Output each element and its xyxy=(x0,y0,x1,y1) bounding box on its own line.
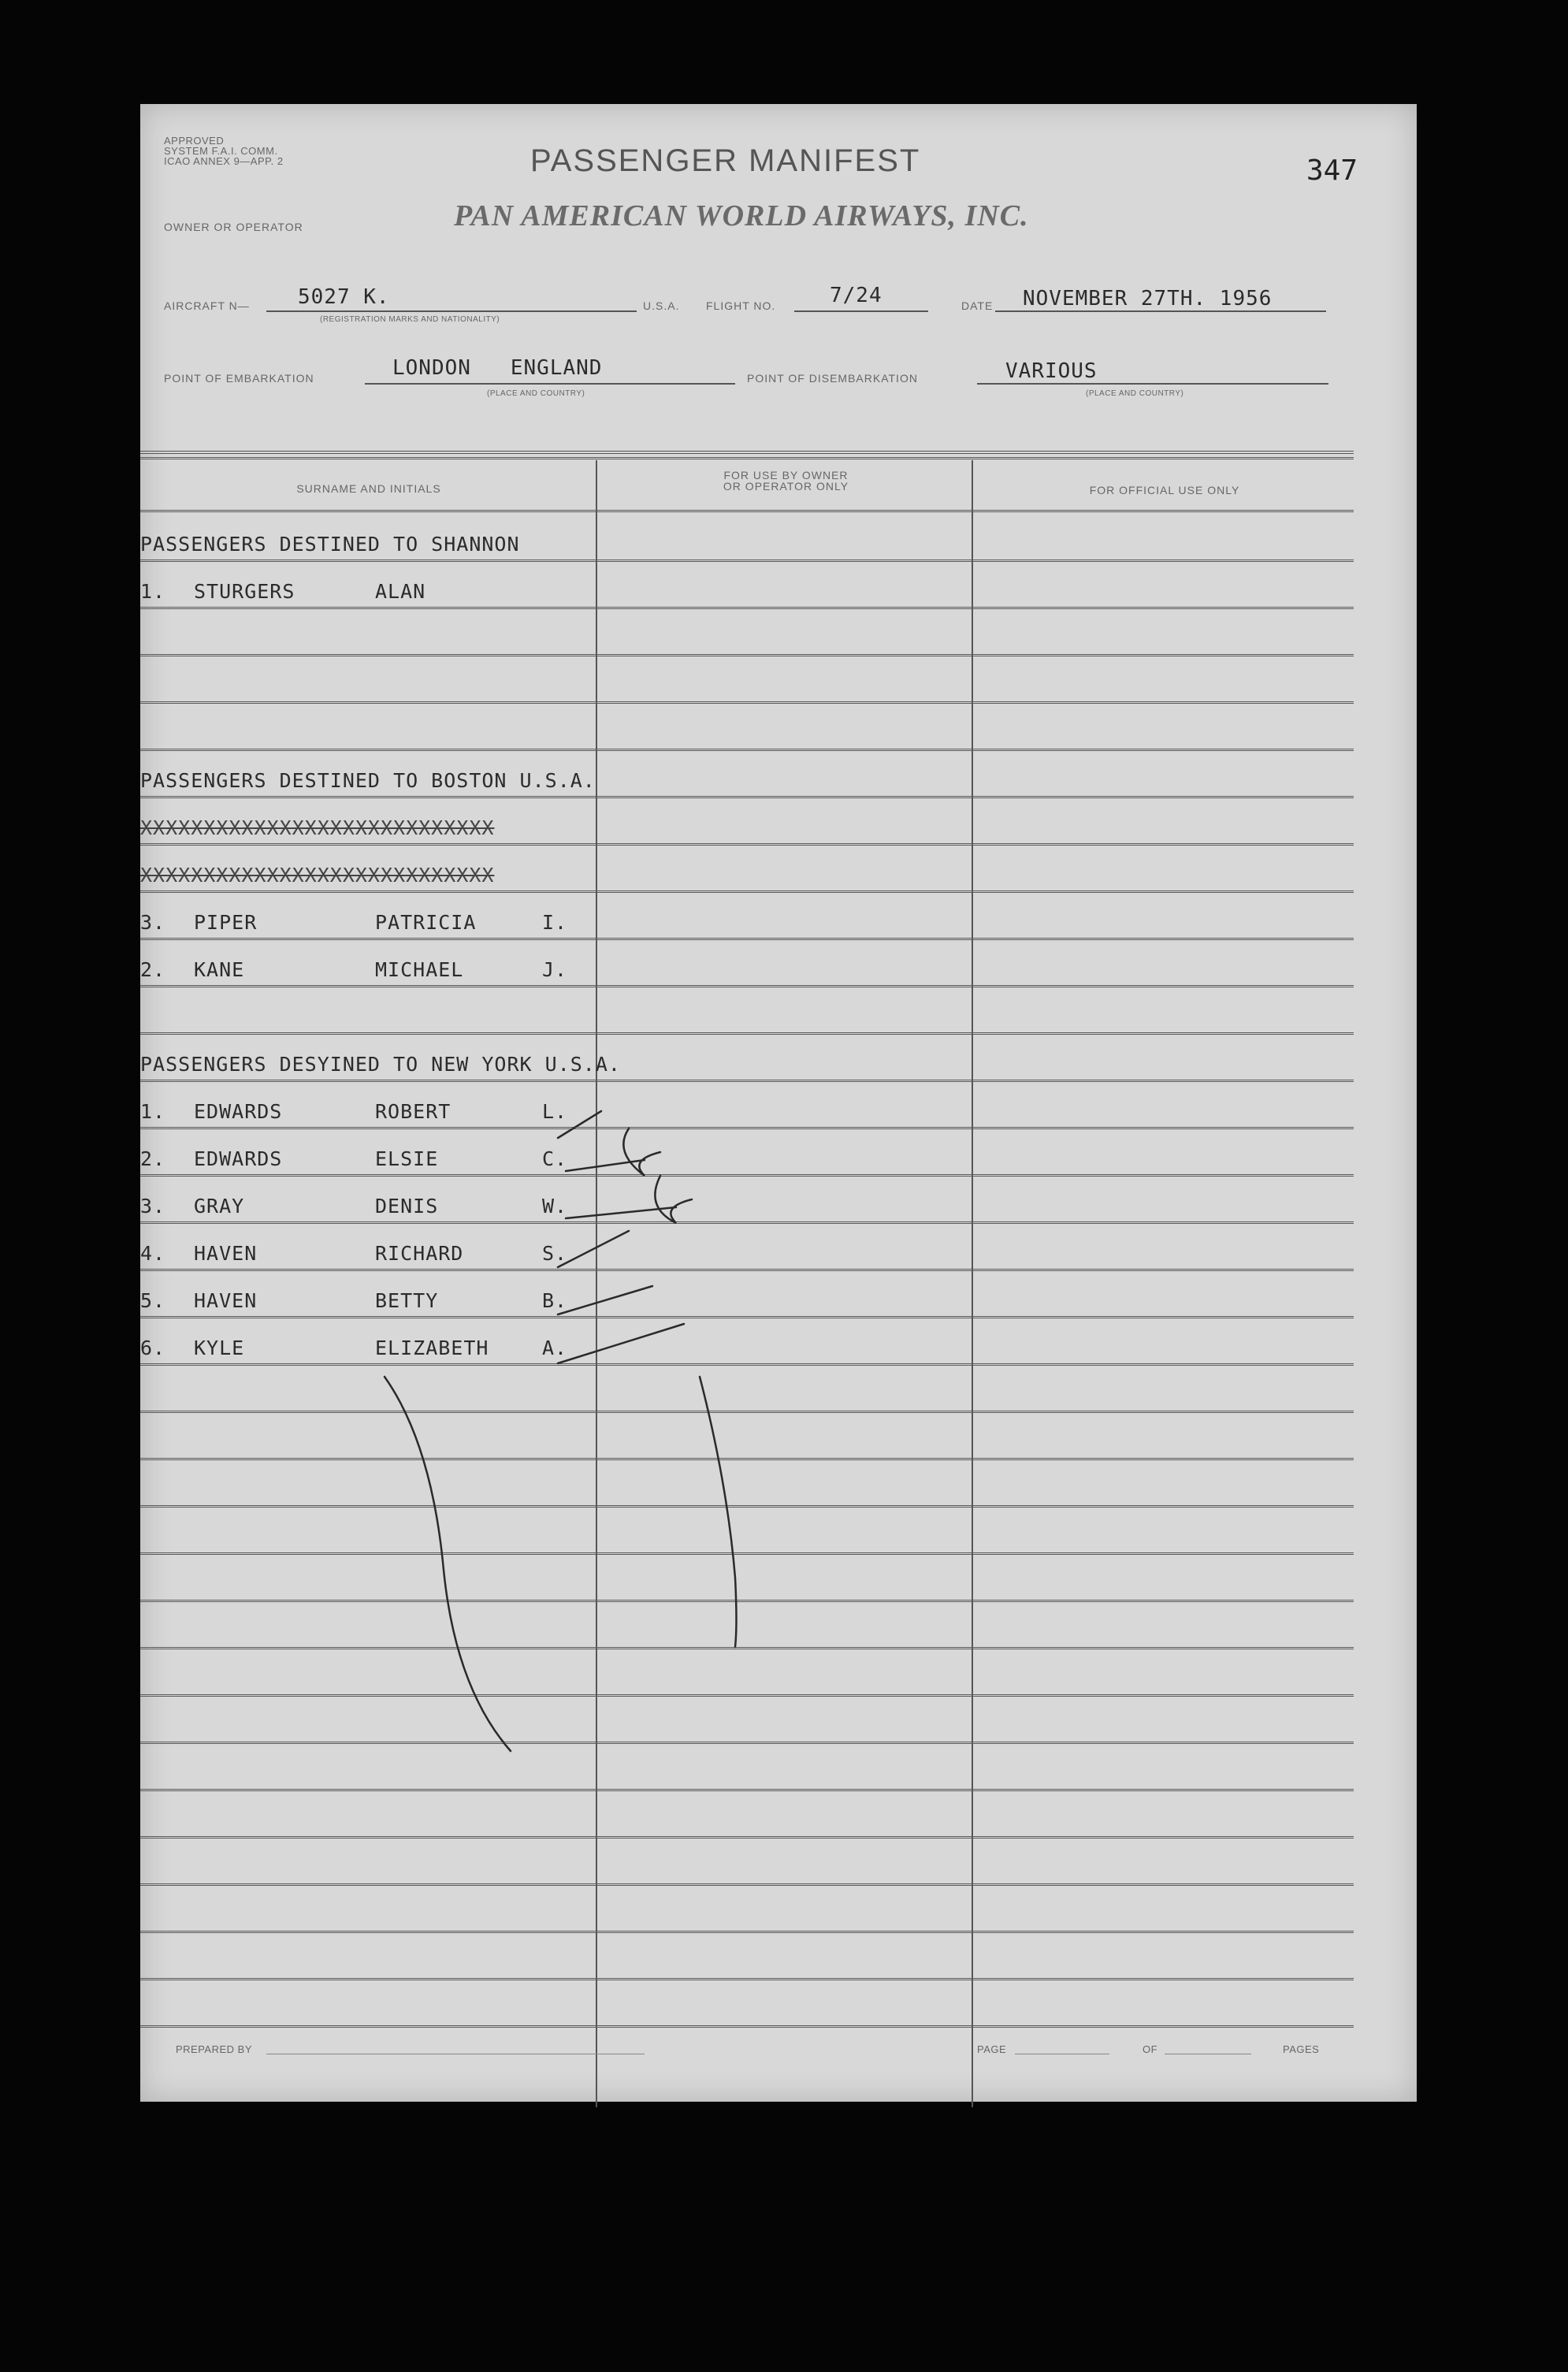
disembarkation-caption: (PLACE AND COUNTRY) xyxy=(1086,389,1184,398)
check-mark xyxy=(566,1128,660,1176)
column-header-owner-use-line: OR OPERATOR ONLY xyxy=(723,480,849,493)
passenger-initial: W. xyxy=(542,1195,568,1218)
passenger-surname: HAVEN xyxy=(194,1242,258,1265)
usa-label: U.S.A. xyxy=(643,299,680,312)
embarkation-caption: (PLACE AND COUNTRY) xyxy=(487,389,585,398)
flight-value: 7/24 xyxy=(830,284,882,307)
disembarkation-value: VARIOUS xyxy=(1005,359,1098,383)
passenger-surname: PIPER xyxy=(194,911,258,934)
handwritten-marks xyxy=(140,104,1417,2102)
section-heading: PASSENGERS DESTINED TO BOSTON U.S.A. xyxy=(140,769,596,792)
passenger-number: 2. xyxy=(140,958,166,981)
passenger-number: 5. xyxy=(140,1289,166,1312)
of-label: OF xyxy=(1143,2043,1158,2055)
owner-label: OWNER OR OPERATOR xyxy=(164,221,303,233)
passenger-surname: STURGERS xyxy=(194,580,295,603)
passenger-given-name: BETTY xyxy=(375,1289,439,1312)
passenger-surname: KYLE xyxy=(194,1337,245,1359)
passenger-given-name: RICHARD xyxy=(375,1242,464,1265)
passenger-number: 4. xyxy=(140,1242,166,1265)
pages-label: PAGES xyxy=(1283,2043,1320,2055)
date-label: DATE xyxy=(961,299,994,312)
passenger-surname: KANE xyxy=(194,958,245,981)
check-mark xyxy=(558,1111,601,1138)
column-header-official-use: FOR OFFICIAL USE ONLY xyxy=(1089,484,1240,496)
crossed-out-entry: XXXXXXXXXXXXXXXXXXXXXXXXXXXX xyxy=(140,864,495,887)
approval-line: ICAO ANNEX 9—APP. 2 xyxy=(164,155,284,167)
passenger-initial: C. xyxy=(542,1147,568,1170)
prepared-by-label: PREPARED BY xyxy=(176,2043,253,2055)
embarkation-value: LONDON ENGLAND xyxy=(392,356,603,380)
passenger-given-name: ELSIE xyxy=(375,1147,439,1170)
embarkation-label: POINT OF EMBARKATION xyxy=(164,372,314,385)
aircraft-label: AIRCRAFT N— xyxy=(164,299,250,312)
section-heading: PASSENGERS DESYINED TO NEW YORK U.S.A. xyxy=(140,1053,621,1076)
page-title: PASSENGER MANIFEST xyxy=(530,143,921,178)
page-label: PAGE xyxy=(977,2043,1007,2055)
passenger-given-name: PATRICIA xyxy=(375,911,477,934)
column-header-names: SURNAME AND INITIALS xyxy=(296,482,441,495)
check-mark xyxy=(558,1231,629,1267)
passenger-initial: J. xyxy=(542,958,568,981)
pen-stroke xyxy=(700,1377,737,1647)
crossed-out-entry: XXXXXXXXXXXXXXXXXXXXXXXXXXXX xyxy=(140,816,495,839)
passenger-given-name: MICHAEL xyxy=(375,958,464,981)
company-name: PAN AMERICAN WORLD AIRWAYS, INC. xyxy=(454,199,1029,232)
passenger-number: 3. xyxy=(140,911,166,934)
date-value: NOVEMBER 27TH. 1956 xyxy=(1023,287,1273,310)
passenger-given-name: DENIS xyxy=(375,1195,439,1218)
passenger-given-name: ELIZABETH xyxy=(375,1337,489,1359)
passenger-number: 3. xyxy=(140,1195,166,1218)
passenger-number: 1. xyxy=(140,580,166,603)
pen-stroke xyxy=(385,1377,511,1751)
passenger-surname: EDWARDS xyxy=(194,1100,283,1123)
approval-line: APPROVED xyxy=(164,135,225,147)
passenger-number: 2. xyxy=(140,1147,166,1170)
page-number: 347 xyxy=(1306,154,1358,187)
passenger-initial: L. xyxy=(542,1100,568,1123)
passenger-surname: HAVEN xyxy=(194,1289,258,1312)
passenger-number: 6. xyxy=(140,1337,166,1359)
disembarkation-label: POINT OF DISEMBARKATION xyxy=(747,372,918,385)
registration-caption: (REGISTRATION MARKS AND NATIONALITY) xyxy=(320,315,500,324)
aircraft-value: 5027 K. xyxy=(298,285,390,309)
passenger-given-name: ALAN xyxy=(375,580,426,603)
passenger-given-name: ROBERT xyxy=(375,1100,451,1123)
passenger-initial: B. xyxy=(542,1289,568,1312)
check-mark xyxy=(558,1286,652,1314)
column-header-owner-use-line: FOR USE BY OWNER xyxy=(723,469,849,481)
check-mark xyxy=(566,1176,692,1223)
manifest-sheet xyxy=(140,104,1417,2102)
approval-line: SYSTEM F.A.I. COMM. xyxy=(164,145,278,157)
section-heading: PASSENGERS DESTINED TO SHANNON xyxy=(140,533,520,556)
flight-label: FLIGHT NO. xyxy=(706,299,776,312)
passenger-initial: I. xyxy=(542,911,568,934)
passenger-surname: GRAY xyxy=(194,1195,245,1218)
passenger-surname: EDWARDS xyxy=(194,1147,283,1170)
check-mark xyxy=(558,1324,684,1363)
passenger-initial: S. xyxy=(542,1242,568,1265)
passenger-number: 1. xyxy=(140,1100,166,1123)
passenger-initial: A. xyxy=(542,1337,568,1359)
